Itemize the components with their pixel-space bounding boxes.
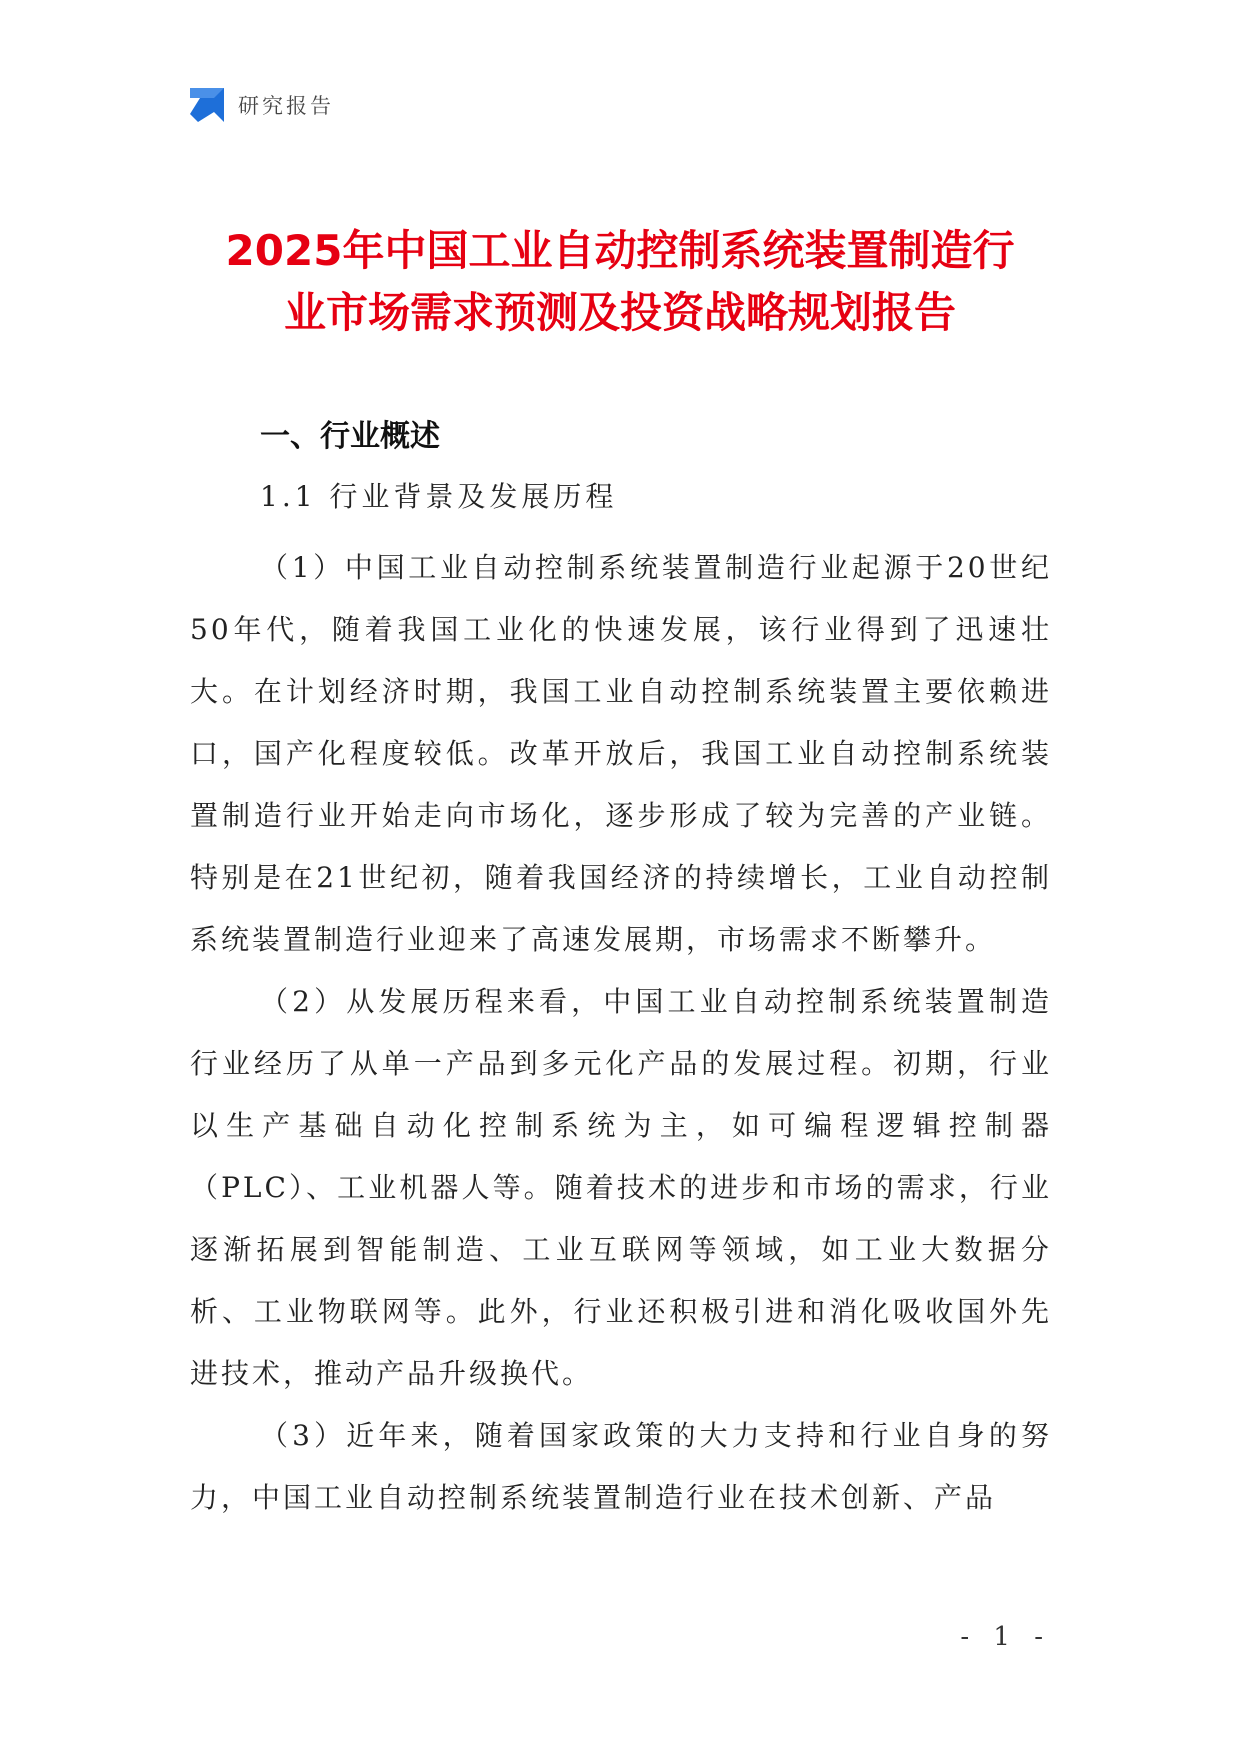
title-line-1: 2025年中国工业自动控制系统装置制造行 [225, 226, 1015, 275]
paragraph: （1）中国工业自动控制系统装置制造行业起源于20世纪50年代，随着我国工业化的快速发展，该行业得到了迅速壮大。在计划经济时期，我国工业自动控制系统装置主要依赖进口，国产化程度较低。改革开放后，我国工业自动控制系统装置制造行业开始走向市场化，逐步形成了较为完善的产业链。特别是在21世纪初，随着我国经济的持续增长，工业自动控制系统装置制造行业迎来了高速发展期，市场需求不断攀升。 [190, 551, 1052, 956]
title-line-2: 业市场需求预测及投资战略规划报告 [283, 288, 956, 337]
report-header [190, 88, 334, 122]
section-subheading: 1.1 行业背景及发展历程 [260, 480, 618, 513]
paragraph: （3）近年来，随着国家政策的大力支持和行业自身的努力，中国工业自动控制系统装置制造行业在技术创新、产品 [190, 1419, 1052, 1514]
header-label: 研究报告 [238, 94, 334, 118]
section-heading: 一、行业概述 [260, 419, 440, 454]
arrow-up-right-icon [190, 88, 224, 122]
report-title [140, 220, 1100, 344]
report-body [190, 417, 1052, 1529]
page-number: - 1 - [960, 1622, 1051, 1652]
paragraph: （2）从发展历程来看，中国工业自动控制系统装置制造行业经历了从单一产品到多元化产品的发展过程。初期，行业以生产基础自动化控制系统为主，如可编程逻辑控制器（PLC）、工业机器人等。随着技术的进步和市场的需求，行业逐渐拓展到智能制造、工业互联网等领域，如工业大数据分析、工业物联网等。此外，行业还积极引进和消化吸收国外先进技术，推动产品升级换代。 [190, 985, 1052, 1390]
